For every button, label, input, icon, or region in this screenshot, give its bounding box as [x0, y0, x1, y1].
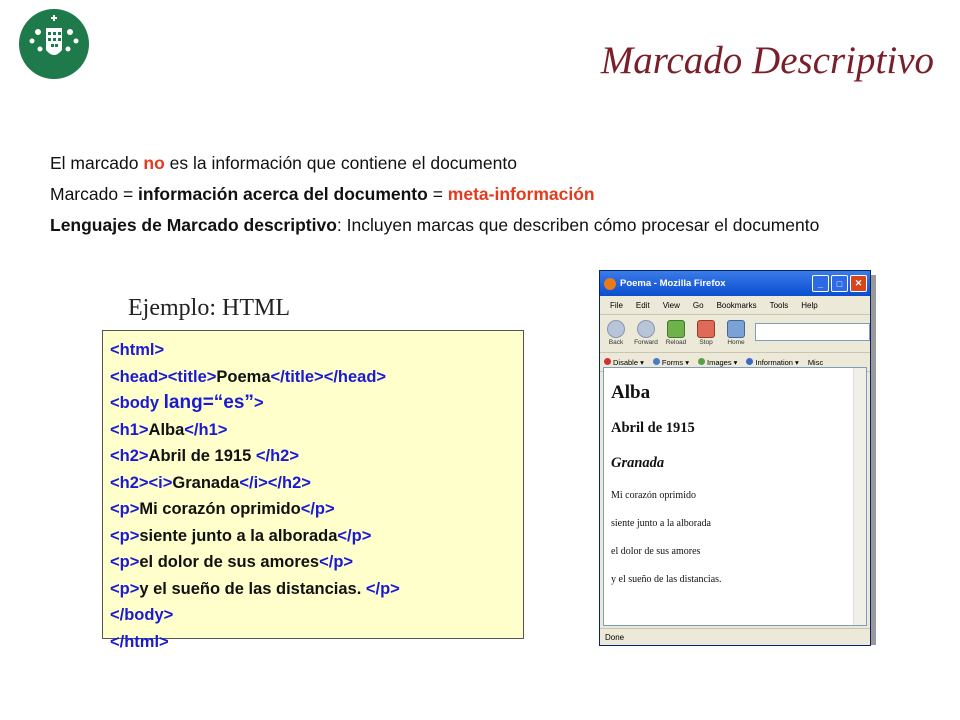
page-heading-1: Alba — [611, 382, 651, 403]
code-text: Mi corazón oprimido — [139, 500, 301, 518]
navigation-toolbar — [600, 315, 870, 353]
stop-icon — [697, 320, 715, 338]
slide-title: Marcado Descriptivo — [600, 39, 934, 82]
reload-button[interactable] — [665, 320, 687, 346]
home-label: Home — [727, 339, 745, 346]
code-tag: </h1> — [184, 420, 228, 439]
address-bar[interactable] — [755, 323, 870, 341]
minimize-icon[interactable]: _ — [812, 275, 829, 292]
code-line — [110, 337, 523, 364]
code-tag: > — [253, 394, 264, 412]
code-tag: </i></h2> — [239, 473, 311, 492]
information-icon — [746, 358, 753, 365]
stop-label: Stop — [699, 339, 713, 346]
bullet-1-highlight: no — [143, 153, 165, 173]
bullet-1-text-end: es la información que contiene el documento — [164, 153, 517, 173]
home-icon — [727, 320, 745, 338]
code-line — [110, 443, 523, 470]
information-menu[interactable] — [746, 358, 798, 367]
code-text: el dolor de sus amores — [139, 553, 320, 571]
images-label: Images ▾ — [706, 357, 738, 367]
code-box — [102, 330, 524, 651]
misc-menu[interactable] — [808, 358, 823, 367]
bullet-1 — [50, 152, 900, 174]
bullet-1-text: El marcado — [50, 153, 144, 173]
code-tag: </body> — [110, 606, 174, 624]
code-tag: <head><title> — [110, 367, 217, 386]
page-paragraph: siente junto a la alborada — [611, 518, 711, 529]
code-line — [110, 576, 523, 603]
code-tag: </html> — [110, 632, 169, 651]
code-line — [110, 390, 523, 417]
disable-label: Disable ▾ — [613, 357, 644, 367]
bullet-3 — [50, 214, 900, 236]
menu-edit[interactable]: Edit — [635, 300, 650, 310]
code-text: Poema — [216, 367, 271, 386]
university-logo — [18, 8, 90, 80]
bullet-2-equals: = — [427, 184, 448, 204]
menu-tools[interactable]: Tools — [769, 300, 789, 310]
bullet-2-text: Marcado = — [50, 184, 139, 204]
code-line — [110, 523, 523, 550]
menu-bookmarks[interactable]: Bookmarks — [716, 300, 757, 310]
code-tag: <h2><i> — [110, 473, 173, 492]
menu-view[interactable]: View — [662, 300, 680, 310]
code-text: y el sueño de las distancias. — [139, 579, 366, 598]
back-icon — [607, 320, 625, 338]
disable-menu[interactable] — [604, 358, 644, 367]
misc-label: Misc — [807, 357, 824, 367]
window-titlebar[interactable] — [600, 271, 870, 296]
information-label: Information ▾ — [755, 357, 799, 367]
code-tag: </title></head> — [270, 367, 387, 386]
reload-icon — [667, 320, 685, 338]
forward-label: Forward — [634, 339, 658, 346]
code-tag: <p> — [110, 553, 140, 571]
images-icon — [698, 358, 705, 365]
code-tag: </p> — [319, 553, 354, 571]
code-text: Abril de 1915 — [148, 447, 256, 465]
code-tag: <h1> — [110, 420, 149, 439]
menu-go[interactable]: Go — [692, 300, 704, 310]
home-button[interactable] — [725, 320, 747, 346]
menu-help[interactable]: Help — [801, 300, 818, 310]
code-tag: <html> — [110, 341, 165, 359]
bullet-list — [50, 152, 900, 245]
code-line — [110, 364, 523, 391]
firefox-icon — [604, 278, 616, 290]
code-line — [110, 470, 523, 497]
bullet-2 — [50, 183, 900, 205]
browser-window — [599, 270, 871, 646]
code-tag: </p> — [337, 526, 372, 545]
menu-file[interactable]: File — [610, 300, 623, 310]
code-tag: <p> — [110, 579, 140, 598]
code-tag: </h2> — [255, 447, 299, 465]
code-tag: <p> — [110, 526, 140, 545]
example-label: Ejemplo: HTML — [128, 295, 290, 321]
back-label: Back — [608, 339, 624, 346]
code-text: siente junto a la alborada — [139, 526, 338, 545]
code-text: Granada — [172, 473, 240, 492]
status-bar — [600, 628, 870, 645]
code-line — [110, 629, 523, 656]
code-text: Alba — [148, 420, 185, 439]
stop-button[interactable] — [695, 320, 717, 346]
window-controls — [812, 275, 867, 292]
forms-icon — [653, 358, 660, 365]
code-line — [110, 549, 523, 576]
code-tag: <body — [110, 394, 164, 412]
code-line — [110, 496, 523, 523]
code-tag: </p> — [365, 579, 400, 598]
page-heading-2-italic: Granada — [611, 455, 665, 471]
bullet-2-highlight: meta-información — [447, 184, 595, 204]
reload-label: Reload — [665, 339, 687, 346]
bullet-3-bold: Lenguajes de Marcado descriptivo — [50, 215, 337, 235]
close-icon[interactable]: ✕ — [850, 275, 867, 292]
forward-icon — [637, 320, 655, 338]
maximize-icon[interactable]: □ — [831, 275, 848, 292]
bullet-2-bold: información acerca del documento — [138, 184, 428, 204]
forms-menu[interactable] — [653, 358, 689, 367]
window-title: Poema - Mozilla Firefox — [620, 278, 726, 289]
page-paragraph: Mi corazón oprimido — [611, 490, 696, 501]
menu-bar — [600, 296, 870, 315]
status-text: Done — [605, 632, 625, 642]
vertical-scrollbar[interactable] — [853, 368, 866, 625]
back-button[interactable] — [605, 320, 627, 346]
code-tag: </p> — [300, 500, 335, 518]
page-heading-2: Abril de 1915 — [611, 420, 695, 436]
page-paragraph: y el sueño de las distancias. — [611, 574, 722, 585]
page-viewport — [603, 367, 867, 626]
forward-button[interactable] — [635, 320, 657, 346]
code-tag: <p> — [110, 500, 140, 518]
code-line — [110, 602, 523, 629]
bullet-3-text: : Incluyen marcas que describen cómo procesar el documento — [336, 215, 820, 235]
images-menu[interactable] — [698, 358, 737, 367]
forms-label: Forms ▾ — [661, 357, 689, 367]
code-attribute: lang=“es” — [163, 392, 254, 413]
disable-icon — [604, 358, 611, 365]
page-paragraph: el dolor de sus amores — [611, 546, 701, 557]
code-line — [110, 417, 523, 444]
code-tag: <h2> — [110, 447, 149, 465]
